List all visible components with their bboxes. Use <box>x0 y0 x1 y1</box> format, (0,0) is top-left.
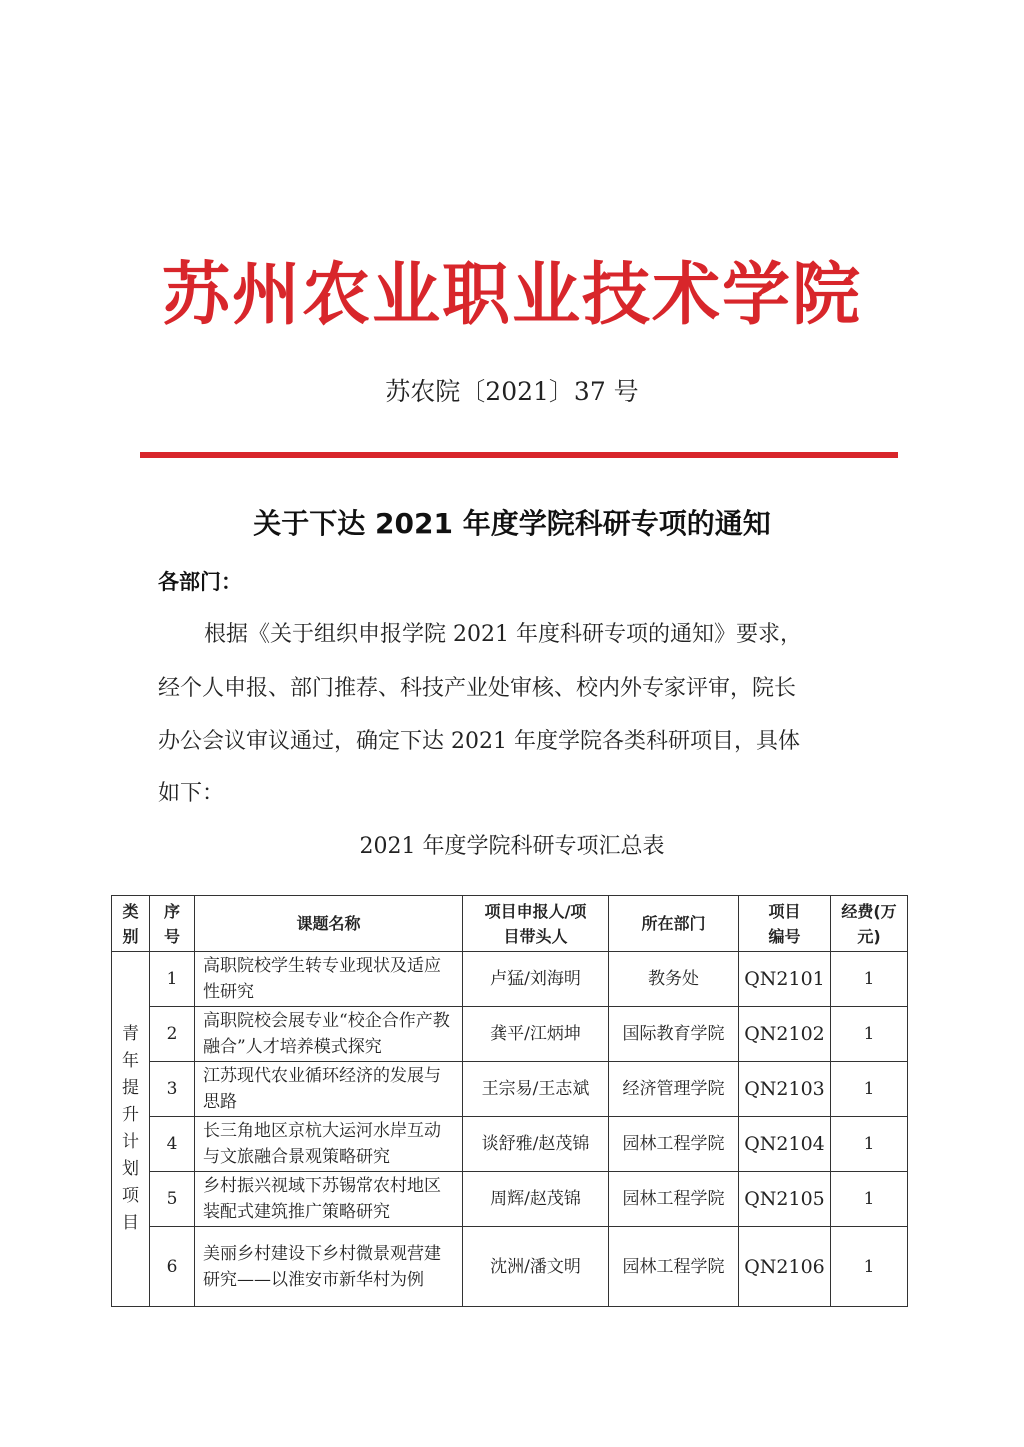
table-row <box>112 1117 908 1172</box>
seq-cell: 2 <box>150 1007 195 1062</box>
table-row <box>112 1007 908 1062</box>
leader-cell: 王宗易/王志斌 <box>463 1062 609 1117</box>
funding-cell: 1 <box>831 1172 908 1227</box>
header-leader: 项目申报人/项目带头人 <box>463 896 609 952</box>
funding-cell: 1 <box>831 1227 908 1307</box>
table-row <box>112 952 908 1007</box>
leader-cell: 龚平/江炳坤 <box>463 1007 609 1062</box>
leader-cell: 沈洲/潘文明 <box>463 1227 609 1307</box>
title-cell: 长三角地区京杭大运河水岸互动与文旅融合景观策略研究 <box>195 1117 463 1172</box>
leader-cell: 谈舒雅/赵茂锦 <box>463 1117 609 1172</box>
header-category: 类别 <box>112 896 150 952</box>
header-dept: 所在部门 <box>609 896 739 952</box>
body-line: 办公会议审议通过，确定下达 2021 年度学院各类科研项目，具体 <box>158 729 800 754</box>
table-row <box>112 1062 908 1117</box>
title-cell: 高职院校会展专业“校企合作产教融合”人才培养模式探究 <box>195 1007 463 1062</box>
dept-cell: 园林工程学院 <box>609 1117 739 1172</box>
title-cell: 乡村振兴视域下苏锡常农村地区装配式建筑推广策略研究 <box>195 1172 463 1227</box>
code-cell: QN2105 <box>739 1172 831 1227</box>
body-line: 经个人申报、部门推荐、科技产业处审核、校内外专家评审，院长 <box>158 676 797 701</box>
table-row <box>112 1227 908 1307</box>
title-cell: 美丽乡村建设下乡村微景观营建研究——以淮安市新华村为例 <box>195 1227 463 1307</box>
dept-cell: 教务处 <box>609 952 739 1007</box>
title-cell: 高职院校学生转专业现状及适应性研究 <box>195 952 463 1007</box>
seq-cell: 6 <box>150 1227 195 1307</box>
red-divider-line <box>140 452 898 458</box>
project-summary-table <box>111 895 908 1307</box>
notice-title: 关于下达 2021 年度学院科研专项的通知 <box>253 507 771 540</box>
org-name-header: 苏州农业职业技术学院 <box>161 255 862 335</box>
funding-cell: 1 <box>831 1007 908 1062</box>
dept-cell: 园林工程学院 <box>609 1172 739 1227</box>
table-header-row <box>112 896 908 952</box>
header-seq: 序号 <box>150 896 195 952</box>
document-number: 苏农院〔2021〕37 号 <box>385 377 639 406</box>
funding-cell: 1 <box>831 1062 908 1117</box>
funding-cell: 1 <box>831 1117 908 1172</box>
header-funding: 经费(万元) <box>831 896 908 952</box>
body-line: 如下： <box>158 781 225 806</box>
leader-cell: 周辉/赵茂锦 <box>463 1172 609 1227</box>
seq-cell: 5 <box>150 1172 195 1227</box>
header-code: 项目编号 <box>739 896 831 952</box>
seq-cell: 3 <box>150 1062 195 1117</box>
code-cell: QN2106 <box>739 1227 831 1307</box>
code-cell: QN2103 <box>739 1062 831 1117</box>
dept-cell: 园林工程学院 <box>609 1227 739 1307</box>
dept-cell: 国际教育学院 <box>609 1007 739 1062</box>
code-cell: QN2104 <box>739 1117 831 1172</box>
header-title: 课题名称 <box>195 896 463 952</box>
leader-cell: 卢猛/刘海明 <box>463 952 609 1007</box>
salutation: 各部门： <box>158 570 242 594</box>
title-cell: 江苏现代农业循环经济的发展与思路 <box>195 1062 463 1117</box>
code-cell: QN2101 <box>739 952 831 1007</box>
seq-cell: 4 <box>150 1117 195 1172</box>
table-row <box>112 1172 908 1227</box>
seq-cell: 1 <box>150 952 195 1007</box>
code-cell: QN2102 <box>739 1007 831 1062</box>
dept-cell: 经济管理学院 <box>609 1062 739 1117</box>
funding-cell: 1 <box>831 952 908 1007</box>
category-cell: 青年提升计划项目 <box>112 952 150 1307</box>
table-caption: 2021 年度学院科研专项汇总表 <box>359 834 665 859</box>
body-line: 根据《关于组织申报学院 2021 年度科研专项的通知》要求， <box>204 622 802 647</box>
